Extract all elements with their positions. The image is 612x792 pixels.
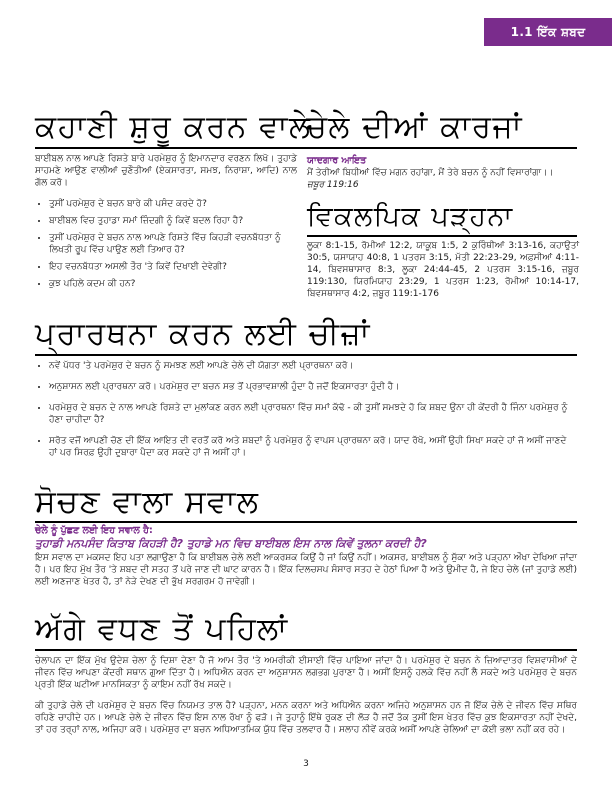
title-prayer: ਪ੍ਰਾਰਥਨਾ ਕਰਨ ਲਈ ਚੀਜ਼ਾਂ — [35, 316, 371, 352]
divider — [35, 147, 577, 149]
before-moving-on-paragraph-2: ਕੀ ਤੁਹਾਡੇ ਚੇਲੇ ਦੀ ਪਰਮੇਸ਼ੁਰ ਦੇ ਬਚਨ ਵਿੱਚ ਨਿਯਮਤ ਤਾਲ ਹੈ? ਪੜ੍ਹਨਾ, ਮਨਨ ਕਰਨਾ ਅਤੇ ਅਧਿਐਨ ਕਰਨਾ ਅਜਿਹੇ ਅਨੁਸ਼ਾਸਨ ਹਨ ਜੋ ਇੱਕ ਚੇਲੇ ਦੇ ਜੀਵਨ ਵਿੱਚ ਸਥਿਰ ਰਹਿਣੇ ਚਾਹੀਦੇ ਹਨ। ਆਪਣੇ ਚੇਲੇ ਦੇ ਜੀਵਨ ਵਿੱਚ ਇਸ ਨਾਲ ਰੱਖਾ ਨੂੰ ਫੜੋ। ਜੇ ਤੁਹਾਨੂੰ ਇੱਥੇ ਰੁਕਣ ਦੀ ਲੋੜ ਹੈ ਜਦੋਂ ਤੱਕ ਤੁਸੀਂ ਇਸ ਖੇਤਰ ਵਿੱਚ ਕੁਝ ਇਕਸਾਰਤਾ ਨਹੀਂ ਦੇਖਦੇ, ਤਾਂ ਹਰ ਤਰ੍ਹਾਂ ਨਾਲ, ਅਜਿਹਾ ਕਰੋ। ਪਰਮੇਸ਼ੁਰ ਦਾ ਬਚਨ ਅਧਿਆਤਮਿਕ ਯੁੱਧ ਵਿੱਚ ਤਲਵਾਰ ਹੈ। ਸਲਾਹ ਨੀਵੇਂ ਕਰਕੇ ਅਸੀਂ ਆਪਣੇ ਚੇਲਿਆਂ ਦਾ ਕੋਈ ਭਲਾ ਨਹੀਂ ਕਰ ਰਹੇ। — [35, 701, 577, 735]
divider — [35, 354, 577, 356]
list-item: • ਅਨੁਸ਼ਾਸਨ ਲਈ ਪ੍ਰਾਰਥਨਾ ਕਰੋ। ਪਰਮੇਸ਼ੁਰ ਦਾ ਬਚਨ ਸਭ ਤੋਂ ਪ੍ਰਭਾਵਸ਼ਾਲੀ ਹੁੰਦਾ ਹੈ ਜਦੋਂ ਇਕਸਾਰਤਾ ਹੁੰਦੀ ਹੈ। — [49, 381, 577, 393]
list-item: • ਬਾਈਬਲ ਵਿਚ ਤੁਹਾਡਾ ਸਮਾਂ ਜ਼ਿੰਦਗੀ ਨੂੰ ਕਿਵੇਂ ਬਦਲ ਰਿਹਾ ਹੈ? — [49, 215, 297, 227]
page-number: 3 — [303, 759, 309, 769]
before-moving-on-section — [35, 655, 577, 745]
reflection-question: ਤੁਹਾਡੀ ਮਨਪਸੰਦ ਕਿਤਾਬ ਕਿਹੜੀ ਹੈ? ਤੁਹਾਡੇ ਮਨ ਵਿਚ ਬਾਈਬਲ ਇਸ ਨਾਲ ਕਿਵੇਂ ਤੁਲਨਾ ਕਰਦੀ ਹੈ? — [35, 537, 427, 550]
memory-verse-ref: ਜ਼ਬੂਰ 119:16 — [307, 180, 359, 190]
memory-verse-section — [307, 155, 579, 191]
list-item: • ਤੁਸੀਂ ਪਰਮੇਸ਼ੁਰ ਦੇ ਬਚਨ ਨਾਲ ਆਪਣੇ ਰਿਸ਼ਤੇ ਵਿੱਚ ਕਿਹੜੀ ਵਚਨਬੱਧਤਾ ਨੂੰ ਲਿਖਤੀ ਰੂਪ ਵਿੱਚ ਪਾਉਣ ਲਈ ਤਿਆਰ ਹੋ? — [49, 232, 297, 256]
reflection-text: ਇਸ ਸਵਾਲ ਦਾ ਮਕਸਦ ਇਹ ਪਤਾ ਲਗਾਉਣਾ ਹੈ ਕਿ ਬਾਈਬਲ ਚੇਲੇ ਲਈ ਆਕਰਸ਼ਕ ਕਿਉਂ ਹੈ ਜਾਂ ਕਿਉਂ ਨਹੀਂ। ਅਕਸਰ, ਬਾਈਬਲ ਨੂੰ ਸੁੱਕਾ ਅਤੇ ਪੜ੍ਹਨਾ ਔਖਾ ਦੇਖਿਆ ਜਾਂਦਾ ਹੈ। ਪਰ ਇਹ ਮੁੱਖ ਤੌਰ 'ਤੇ ਸ਼ਬਦ ਦੀ ਸਤਹ ਤੋਂ ਪਰੇ ਜਾਣ ਦੀ ਘਾਟ ਕਾਰਨ ਹੈ। ਇੱਕ ਦਿਲਚਸਪ ਸੰਸਾਰ ਸਤਹ ਦੇ ਹੇਠਾਂ ਪਿਆ ਹੈ ਅਤੇ ਉਮੀਦ ਹੈ, ਜੇ ਇਹ ਚੇਲੇ (ਜਾਂ ਤੁਹਾਡੇ ਲਈ) ਲਈ ਅਣਜਾਣ ਖੇਤਰ ਹੈ, ਤਾਂ ਨੇੜੇ ਦੇਖਣ ਦੀ ਭੁੱਖ ਸਰਗਰਮ ਹੋ ਜਾਵੇਗੀ। — [35, 553, 577, 587]
list-item: • ਕੁਝ ਪਹਿਲੇ ਕਦਮ ਕੀ ਹਨ? — [49, 278, 297, 290]
memory-verse-text: ਮੈਂ ਤੇਰੀਆਂ ਬਿਧੀਆਂ ਵਿੱਚ ਮਗਨ ਰਹਾਂਗਾ, ਮੈਂ ਤੇਰੇ ਬਚਨ ਨੂੰ ਨਹੀਂ ਵਿਸਾਰਾਂਗਾ।। — [307, 168, 554, 178]
divider — [35, 521, 577, 523]
title-before-moving-on: ਅੱਗੇ ਵਧਣ ਤੋਂ ਪਹਿਲਾਂ — [35, 611, 289, 647]
reflection-section — [35, 525, 577, 588]
title-reflection: ਸੋਚਣ ਵਾਲਾ ਸਵਾਲ — [35, 484, 260, 520]
list-item: • ਸਰੋਤ ਵਜੋਂ ਆਪਣੀ ਚੋਣ ਦੀ ਇੱਕ ਆਇਤ ਦੀ ਵਰਤੋਂ ਕਰੋ ਅਤੇ ਸ਼ਬਦਾਂ ਨੂੰ ਪਰਮੇਸ਼ੁਰ ਨੂੰ ਵਾਪਸ ਪ੍ਰਾਰਥਨਾ ਕਰੋ। ਯਾਦ ਰੱਖੋ, ਅਸੀਂ ਉਹੀ ਸਿਖਾ ਸਕਦੇ ਹਾਂ ਜੋ ਅਸੀਂ ਜਾਣਦੇ ਹਾਂ ਪਰ ਸਿਰਫ਼ ਉਹੀ ਦੁਬਾਰਾ ਪੈਦਾ ਕਰ ਸਕਦੇ ਹਾਂ ਜੋ ਅਸੀਂ ਹਾਂ। — [49, 435, 577, 459]
before-moving-on-paragraph-1: ਚੇਲਾਪਨ ਦਾ ਇੱਕ ਮੁੱਖ ਉਦੇਸ਼ ਚੇਲਾ ਨੂੰ ਦਿਸ਼ਾ ਦੇਣਾ ਹੈ ਜੋ ਆਮ ਤੌਰ 'ਤੇ ਅਮਰੀਕੀ ਈਸਾਈ ਵਿੱਚ ਪਾਇਆ ਜਾਂਦਾ ਹੈ। ਪਰਮੇਸ਼ੁਰ ਦੇ ਬਚਨ ਨੇ ਜ਼ਿਆਦਾਤਰ ਵਿਸ਼ਵਾਸੀਆਂ ਦੇ ਜੀਵਨ ਵਿੱਚ ਆਪਣਾ ਕੇਂਦਰੀ ਸਥਾਨ ਗੁਆ ਦਿੱਤਾ ਹੈ। ਅਧਿਐਨ ਕਰਨ ਦਾ ਅਨੁਸ਼ਾਸਨ ਲਗਭਗ ਪੁਰਾਣਾ ਹੈ। ਅਸੀਂ ਇਸਨੂੰ ਹਲਕੇ ਵਿੱਚ ਨਹੀਂ ਲੈ ਸਕਦੇ ਅਤੇ ਪਰਮੇਸ਼ੁਰ ਦੇ ਬਚਨ ਪ੍ਰਤੀ ਇੱਕ ਘਟੀਆ ਮਾਨਸਿਕਤਾ ਨੂੰ ਕਾਇਮ ਨਹੀਂ ਰੱਖ ਸਕਦੇ। — [35, 656, 577, 690]
story-starters-intro: ਬਾਈਬਲ ਨਾਲ ਆਪਣੇ ਰਿਸ਼ਤੇ ਬਾਰੇ ਪਰਮੇਸ਼ੁਰ ਨੂੰ ਇਮਾਨਦਾਰ ਵਰਣਨ ਲਿਖੋ। ਤੁਹਾਡੇ ਸਾਹਮਣੇ ਆਉਣ ਵਾਲੀਆਂ ਚੁਣੌਤੀਆਂ (ਏਕਸਾਰਤਾ, ਸਮਝ, ਨਿਰਾਸ਼ਾ, ਆਦਿ) ਨਾਲ ਗੱਲ ਕਰੋ। — [35, 154, 297, 188]
divider — [307, 235, 577, 237]
prayer-section — [35, 360, 577, 464]
reflection-prompt: ਚੇਲੇ ਨੂੰ ਪੁੱਛਣ ਲਈ ਇਹ ਸਵਾਲ ਹੈ: — [35, 525, 153, 536]
story-starters-list — [35, 198, 297, 290]
list-item: • ਇਹ ਵਚਨਬੱਧਤਾ ਅਸਲੀ ਤੌਰ 'ਤੇ ਕਿਵੇਂ ਦਿਖਾਈ ਦੇਵੇਗੀ? — [49, 261, 297, 273]
memory-verse-heading: ਯਾਦਗਾਰ ਆਇਤ — [307, 155, 367, 166]
prayer-list — [35, 360, 577, 459]
story-starters-section — [35, 153, 297, 295]
list-item: • ਨਵੇਂ ਪੱਧਰ 'ਤੇ ਪਰਮੇਸ਼ੁਰ ਦੇ ਬਚਨ ਨੂੰ ਸਮਝਣ ਲਈ ਆਪਣੇ ਚੇਲੇ ਦੀ ਯੋਗਤਾ ਲਈ ਪ੍ਰਾਰਥਨਾ ਕਰੋ। — [49, 360, 577, 372]
divider — [35, 649, 577, 651]
list-item: • ਪਰਮੇਸ਼ੁਰ ਦੇ ਬਚਨ ਦੇ ਨਾਲ ਆਪਣੇ ਰਿਸ਼ਤੇ ਦਾ ਮੁਲਾਂਕਣ ਕਰਨ ਲਈ ਪ੍ਰਾਰਥਨਾ ਵਿੱਚ ਸਮਾਂ ਕੱਢੋ - ਕੀ ਤੁਸੀਂ ਸਮਝਦੇ ਹੋ ਕਿ ਸ਼ਬਦ ਉਨਾ ਹੀ ਕੇਂਦਰੀ ਹੈ ਜਿੰਨਾ ਪਰਮੇਸ਼ੁਰ ਨੂੰ ਹੋਣਾ ਚਾਹੀਦਾ ਹੈ? — [49, 402, 577, 426]
list-item: • ਤੁਸੀਂ ਪਰਮੇਸ਼ੁਰ ਦੇ ਬਚਨ ਬਾਰੇ ਕੀ ਪਸੰਦ ਕਰਦੇ ਹੋ? — [49, 198, 297, 210]
title-disciple-tasks: ਚੇਲੇ ਦੀਆਂ ਕਾਰਜਾਂ — [306, 109, 523, 145]
alt-reading-text: ਲੂਕਾ 8:1-15, ਰੋਮੀਆਂ 12:2, ਯਾਕੂਬ 1:5, 2 ਕੁਰਿੰਥੀਆਂ 3:13-16, ਕਹਾਉਤਾਂ 30:5, ਯਸਾਯਾਹ 40:8, 1 ਪਤਰਸ 3:15, ਮੱਤੀ 22:23-29, ਅਫ਼ਸੀਆਂ 4:11-14, ਬਿਵਸਥਾਸਾਰ 8:3, ਲੂਕਾ 24:44-45, 2 ਪਤਰਸ 3:15-16, ਜ਼ਬੂਰ 119:130, ਯਿਰਮਿਯਾਹ 23:29, 1 ਪਤਰਸ 1:23, ਰੋਮੀਆਂ 10:14-17, ਬਿਵਸਥਾਸਾਰ 4:2, ਜ਼ਬੂਰ 119:1-176 — [307, 241, 579, 299]
section-tab: 1.1 ਇੱਕ ਸ਼ਬਦ — [484, 18, 612, 46]
title-alternative-reading: ਵਿਕਲਪਿਕ ਪੜ੍ਹਨਾ — [307, 201, 514, 232]
title-story-starters: ਕਹਾਣੀ ਸ਼ੁਰੂ ਕਰਨ ਵਾਲੇ — [35, 109, 312, 145]
